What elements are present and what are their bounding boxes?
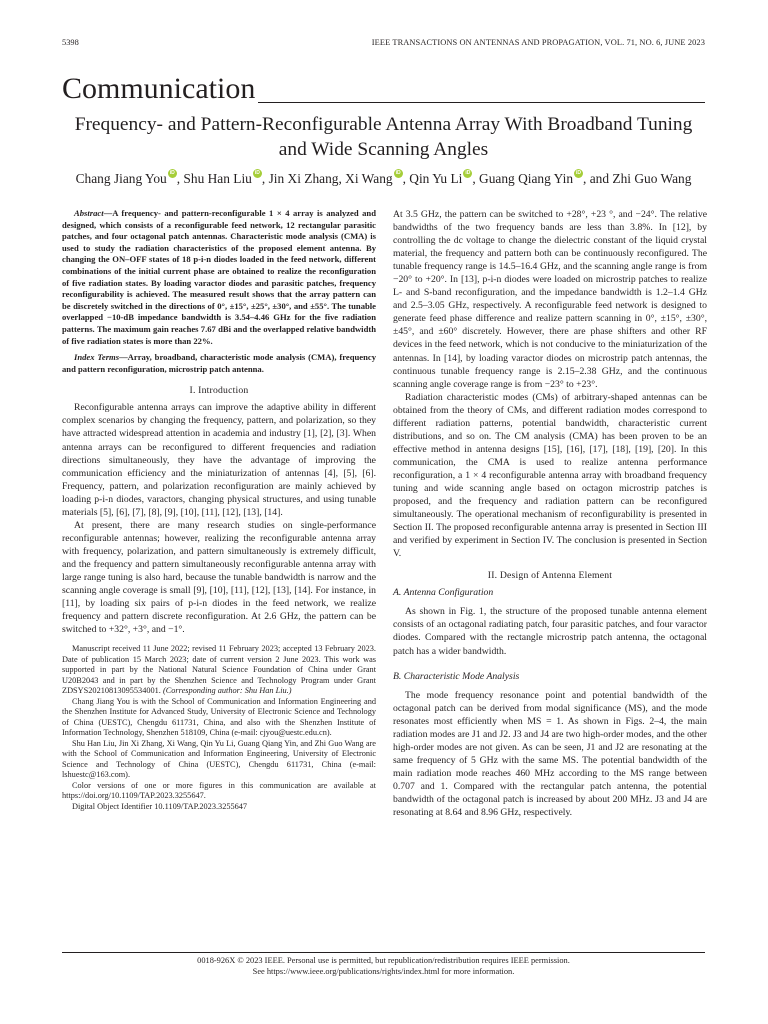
orcid-icon[interactable] xyxy=(394,169,403,178)
section-label: Communication xyxy=(62,72,256,105)
copyright-line-1: 0018-926X © 2023 IEEE. Personal use is permitted, but republication/redistribution requires IEEE permission. xyxy=(197,956,570,965)
intro-paragraph-1: Reconfigurable antenna arrays can improve the adaptive ability in different complex scenarios by changing the frequency, pattern, and polarization, so they have attracted widespread attention in academia and industry [1], [2], [3]. When antenna arrays can be reconfigured to different frequencies and radiation directions simultaneously, they have the advantage of improving the communication efficiency and the miniaturization of antennas [4], [5], [6]. Frequency, pattern, and polarization reconfiguration are mainly achieved by loading p-i-n diodes, varactors, changing physical structures, and using tunable materials [5], [6], [7], [8], [9], [10], [11], [12], [13], [14]. xyxy=(62,402,376,518)
section-banner xyxy=(62,72,705,106)
author-7: , and Zhi Guo Wang xyxy=(583,171,692,186)
title-line-2: and Wide Scanning Angles xyxy=(278,139,489,160)
copyright-rule xyxy=(62,952,705,953)
subsection-heading-cma: B. Characteristic Mode Analysis xyxy=(393,670,520,682)
author-2: , Shu Han Liu xyxy=(176,171,252,186)
right-paragraph-4: The mode frequency resonance point and potential bandwidth of the octagonal patch can be derived from modal significance (MS), and the mode resonates most efficiently when MS = 1. As shown in Figs. 2–4, the main radiation modes are J1 and J2. J3 and J4 are two high-order modes, and the other high-order modes are not given. As can be seen, J1 and J2 are resonating at the same frequency of 5 GHz with the same MS. The potential bandwidth of the main radiation mode reaches 460 MHz according to the MS range between 0.707 and 1. Compared with the rectangular patch antenna, the potential bandwidth of the octagonal patch is increased by about 200 MHz. J3 and J4 are resonating at 8.64 and 8.96 GHz, respectively. xyxy=(393,689,707,819)
index-terms-text: —Array, broadband, characteristic mode analysis (CMA), frequency and pattern reconfiguration, microstrip patch antenna. xyxy=(62,352,376,374)
right-paragraph-2: Radiation characteristic modes (CMs) of arbitrary-shaped antennas can be obtained from the theory of CMs, and different radiation modes correspond to different radiation patterns, potential bandwidth, characteristic current distributions, and so on. The CM analysis (CMA) has been proven to be an effective method in antenna designs [15], [16], [17], [18], [19], [20]. In this communication, the CMA is used to realize antenna performance reconfiguration, a 1 × 4 reconfigurable antenna array with broadband frequency tuning and wide scanning angle based on octagon microstrip patches is proposed, and the frequency and radiation pattern can be reconfigured simultaneously. The operational mechanism of reconfigurability is presented in Section II. The proposed reconfigurable antenna array is presented in Section III and verified by experiment in Section IV. The conclusion is presented in Section V. xyxy=(393,391,707,560)
abstract-label: Abstract xyxy=(74,208,104,218)
orcid-icon[interactable] xyxy=(168,169,177,178)
section-rule xyxy=(258,102,705,103)
right-paragraph-3: As shown in Fig. 1, the structure of the proposed tunable antenna element consists of an octagonal radiating patch, four parasitic patches, and four varactor diodes. Compared with the rectangle microstrip patch antenna, the octagonal patch has a wider bandwidth. xyxy=(393,606,707,657)
section-heading-introduction: I. Introduction xyxy=(189,385,249,397)
orcid-icon[interactable] xyxy=(463,169,472,178)
footnote-corresponding: (Corresponding author: Shu Han Liu.) xyxy=(162,686,292,696)
intro-paragraph-2: At present, there are many research studies on single-performance reconfigurable antennas; however, realizing the reconfigurable antenna array with frequency, polarization, and pattern simultaneously is extremely difficult, and the frequency and pattern simultaneously reconfigurable antenna array with large range tuning is also hard, because the tunable bandwidth is narrow and the scanning angle coverage is small [9], [10], [11], [12], [13], [14]. For instance, in [11], by loading six pairs of p-i-n diodes in the feed network, we realize frequency and pattern discrete reconfiguration. At 2.6 GHz, the pattern can be switched to +32°, +3°, and −1°. xyxy=(62,519,376,636)
abstract-text: —A frequency- and pattern-reconfigurable 1 × 4 array is analyzed and designed, which consists of a reconfigurable feed network, 12 rectangular parasitic patches, and four octagonal patch antennas. Characteristic mode analysis (CMA) is used to study the radiation characteristics of the proposed element antenna. By changing the ON–OFF states of 18 p-i-n diodes loaded in the feed network, different combinations of the initial current phase are obtained to realize the reconfiguration of five radiation states. By loading varactor diodes and parasitic patches, frequency reconfigurability is achieved. The measured result shows that the array pattern can be discretely switched in the directions of 0°, ±15°, ±25°, ±30°, and ±55°. The tunable overlapped −10-dB impedance bandwidth is 3.54–4.46 GHz for the five radiation patterns. The maximum gain reaches 7.67 dBi and the overlapped relative bandwidth of five radiation states is more than 22%. xyxy=(62,208,376,346)
author-1: Chang Jiang You xyxy=(75,171,167,186)
running-head xyxy=(62,38,705,50)
orcid-icon[interactable] xyxy=(574,169,583,178)
author-6: , Guang Qiang Yin xyxy=(472,171,574,186)
subsection-heading-configuration: A. Antenna Configuration xyxy=(393,587,494,599)
author-list xyxy=(62,170,705,188)
author-5: , Qin Yu Li xyxy=(402,171,463,186)
orcid-icon[interactable] xyxy=(253,169,262,178)
author-3-4: , Jin Xi Zhang, Xi Wang xyxy=(261,171,393,186)
page-number: 5398 xyxy=(62,38,79,47)
abstract xyxy=(62,208,376,347)
index-terms xyxy=(62,352,376,375)
copyright-notice xyxy=(62,955,705,978)
footnote-affiliation-2: Shu Han Liu, Jin Xi Zhang, Xi Wang, Qin Yu Li, Guang Qiang Yin, and Zhi Guo Wang are with the School of Communication and Information Engineering, University of Electronic Science and Technology of China (UESTC), Chengdu 611731, China (e-mail: lshuestc@163.com). xyxy=(62,738,376,780)
footnote-doi: Digital Object Identifier 10.1109/TAP.2023.3255647 xyxy=(72,801,248,811)
section-heading-design: II. Design of Antenna Element xyxy=(487,570,613,582)
right-paragraph-1: At 3.5 GHz, the pattern can be switched to +28°, +23 °, and −24°. The relative bandwidths of the two frequency bands are less than 3.8%. In [12], by controlling the dc voltage to change the dielectric constant of the liquid crystal material, the frequency and pattern both can be continuously reconfigured. The tunable frequency range is 14.5–16.4 GHz, and the scanning angle range is from −20° to +20°. In [13], p-i-n diodes were loaded on microstrip patches to realize L- and S-band reconfiguration, and the impedance bandwidth is 1.2–1.4 GHz and 2.5–3.05 GHz, respectively. A reconfigurable feed network is designed to generate feed phase difference and realize pattern scanning in 0°, ±15°, ±30°, ±45°, and ±60° discretely. However, there are phase shifters and other RF devices in the feed network, which is not conducive to the miniaturization of the antennas. In [14], by loading varactor diodes on microstrip patch antennas, the continuous tunable frequency range is 2.15–2.38 GHz, and the continuous scanning angle coverage range is from −23° to +23°. xyxy=(393,209,707,390)
paper-title xyxy=(62,112,705,162)
copyright-line-2: See https://www.ieee.org/publications/rights/index.html for more information. xyxy=(252,967,515,977)
footnote-color-versions: Color versions of one or more figures in this communication are available at https://doi.org/10.1109/TAP.2023.3255647. xyxy=(62,780,376,801)
footnote-manuscript: Manuscript received 11 June 2022; revised 11 February 2023; accepted 13 February 2023. Date of publication 15 March 2023; date of current version 2 June 2023. This work was supported in part by the National Natural Science Foundation of China under Grant U20B2043 and in part by the Shenzhen Science and Technology Program under Grant ZDSYS20210813095534001. (Corresponding author: Shu Han Liu.) xyxy=(62,644,376,696)
left-column xyxy=(62,208,376,812)
title-line-1: Frequency- and Pattern-Reconfigurable Antenna Array With Broadband Tuning xyxy=(74,114,693,135)
footnote-block xyxy=(62,644,376,812)
footnote-affiliation-1: Chang Jiang You is with the School of Communication and Information Engineering and the Shenzhen Institute for Advanced Study, University of Electronic Science and Technology of China (UESTC), Chengdu 611731, China, and also with the Shenzhen Institute of Information Technology, Shenzhen 518109, China (e-mail: cjyou@uestc.edu.cn). xyxy=(62,696,376,738)
index-terms-label: Index Terms xyxy=(74,352,120,363)
journal-name: IEEE TRANSACTIONS ON ANTENNAS AND PROPAGATION, VOL. 71, NO. 6, JUNE 2023 xyxy=(371,38,705,47)
right-column xyxy=(393,208,707,819)
